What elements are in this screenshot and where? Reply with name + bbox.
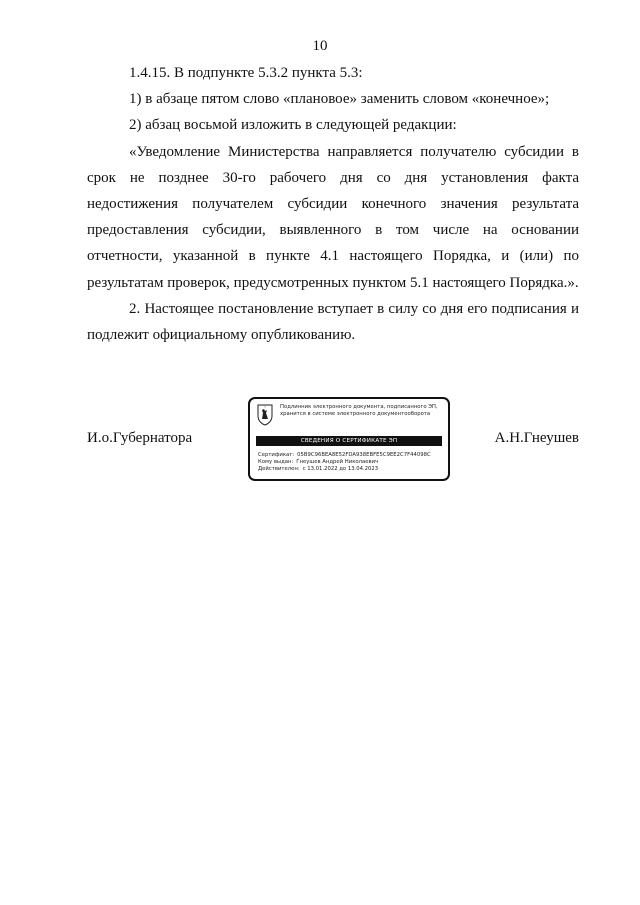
paragraph-new-wording: «Уведомление Министерства направляется получателю субсидии в срок не позднее 30-го рабочего дня со дня установления факта недостижения получателем субсидии конечного значения результата предоставления субсидии, выявленного в том числе на основании отчетности, указанной в пункте 4.1 настоящего Порядка, и (или) по результатам проверок, предусмотренных пунктом 5.1 настоящего Порядка.».	[87, 143, 579, 291]
stamp-header: СВЕДЕНИЯ О СЕРТИФИКАТЕ ЭП	[256, 436, 442, 446]
issued-to-row	[258, 459, 444, 465]
issued-to-value: Гнеушев Андрей Николаевич	[296, 459, 379, 465]
valid-value: с 13.01.2022 до 13.04.2023	[302, 466, 379, 472]
paragraph-subitem-1: 1) в абзаце пятом слово «плановое» заменить словом «конечное»;	[129, 91, 550, 108]
certificate-row	[258, 452, 444, 458]
signer-position: И.о.Губернатора	[87, 430, 193, 446]
digital-signature-stamp	[248, 397, 450, 481]
document-body	[87, 60, 579, 348]
issued-to-label: Кому выдан:	[258, 459, 294, 465]
paragraph-item-1-4-15: 1.4.15. В подпункте 5.3.2 пункта 5.3:	[129, 65, 363, 81]
certificate-label: Сертификат:	[258, 452, 295, 458]
paragraph-subitem-2: 2) абзац восьмой изложить в следующей редакции:	[129, 117, 457, 134]
valid-label: Действителен:	[258, 466, 300, 472]
paragraph-item-2: 2. Настоящее постановление вступает в силу со дня его подписания и подлежит официальному опубликованию.	[87, 300, 579, 344]
signer-name: А.Н.Гнеушев	[494, 430, 579, 446]
valid-row	[258, 466, 444, 472]
page-number: 10	[312, 38, 328, 54]
stamp-caption: Подлинник электронного документа, подписанного ЭП, хранится в системе электронного документооборота	[280, 404, 438, 417]
coat-of-arms-icon	[257, 404, 273, 426]
certificate-value: 05B9C96BEA8E52FDA938EBFE5C9EE2C7F44098C	[297, 452, 431, 458]
